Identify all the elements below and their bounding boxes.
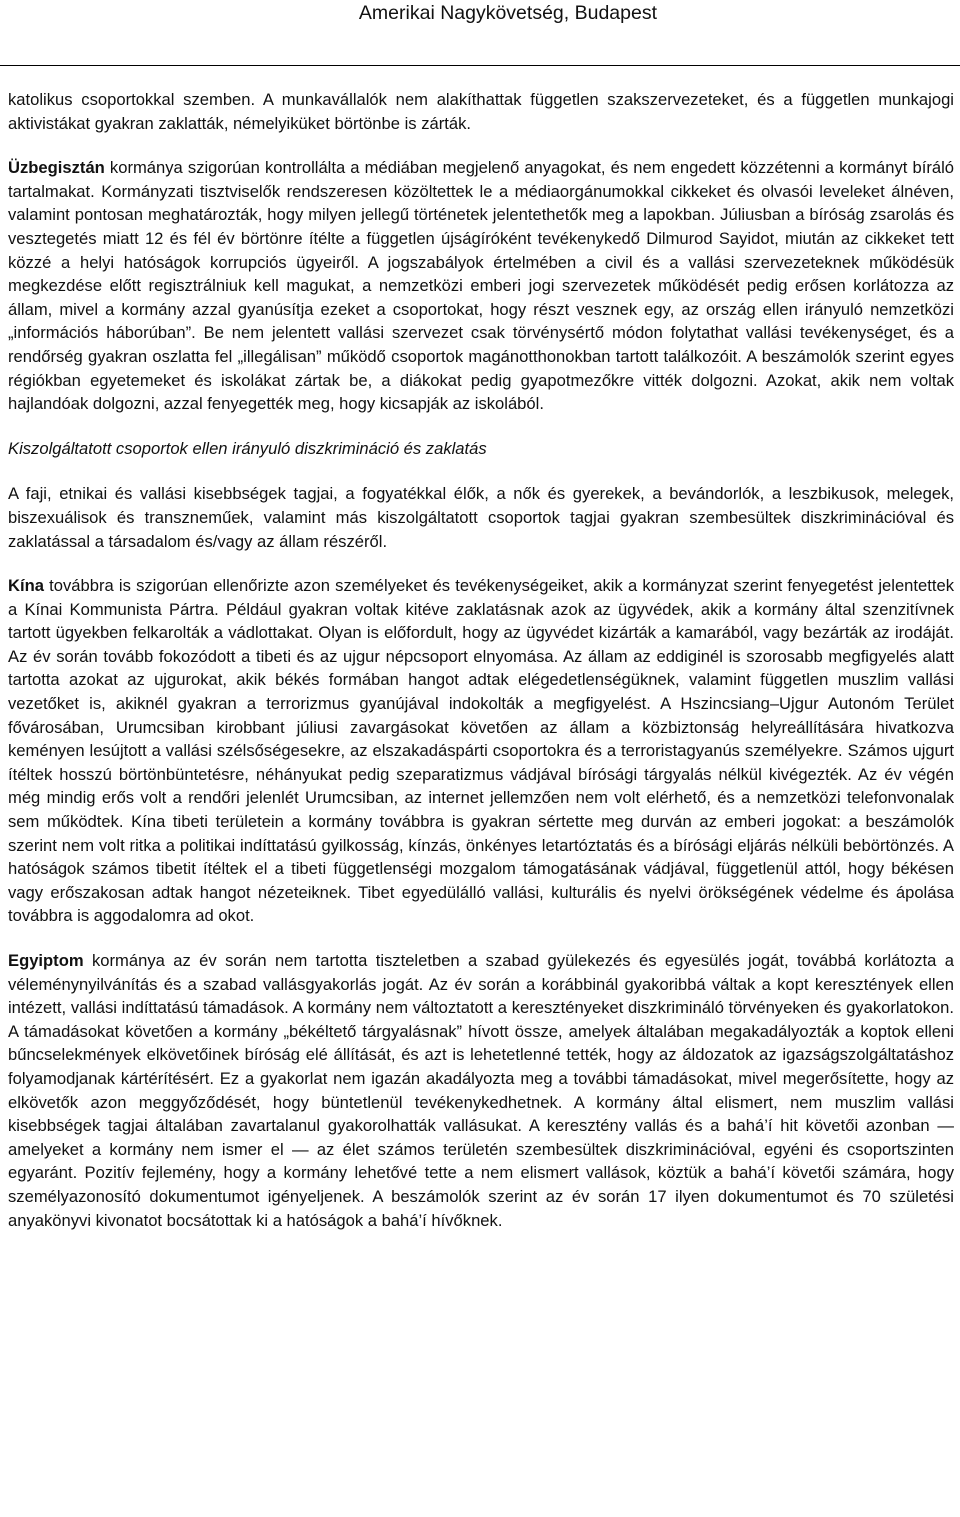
- header-divider: [0, 65, 960, 66]
- section-heading: Kiszolgáltatott csoportok ellen irányuló diszkrimináció és zaklatás: [8, 438, 487, 458]
- country-name-uzbekistan: Üzbegisztán: [8, 158, 105, 178]
- paragraph-china-text: továbbra is szigorúan ellenőrizte azon személyeket és tevékenységeiket, akik a kormányzat szerint fenyegetést jelentettek a Kínai Kommunista Pártra. Például gyakran voltak kitéve zaklatásnak azok az ügyvédek, akik a kormány által szenzitívnek tartott ügyekben felkarolták a vádlottakat. Olyan is előfordult, hogy az ügyvédet kizárták a kamarából, vagy bezárták az irodáját. Az év során tovább fokozódott a tibeti és az ujgur népcsoport elnyomása. Az állam az eddiginél is szorosabb megfigyelés alatt tartotta azokat az ujgurokat, akik békés formában hangot adtak elégedetlenségüknek, valamint független muszlim vallási vezetőket is, akiknél gyakran a terrorizmus gyanújával indokolták a megfigyelést. A Hszincsiang–Ujgur Autonóm Terület fővárosában, Urumcsiban kirobbant júliusi zavargásokat követően az állam a közbiztonság helyreállítására hivatkozva keményen lesújtott a vallási szélsőségesekre, az elszakadáspárti csoportokra és a terroristagyanús személyekre. Számos ujgurt ítéltek hosszú börtönbüntetésre, néhányukat pedig szeparatizmus vádjával bírósági tárgyalás nélkül kivégezték. Az év végén még mindig erős volt a rendőri jelenlét Urumcsiban, az internet jellemzően nem volt elérhető, és a nemzetközi telefonvonalak sem működtek. Kína tibeti területein a kormány továbbra is gyakran sértette meg durván az emberi jogokat: a beszámolók szerint nem volt ritka a politikai indíttatású gyilkosság, kínzás, önkényes letartóztatás és a bírósági eljárás nélküli bebörtönzés. A hatóságok számos tibetit ítéltek el a tibeti függetlenségi mozgalom támogatásának vádjával, függetlenül attól, hogy békésen vagy erőszakosan adtak hangot nézeteiknek. Tibet egyedülálló vallási, kulturális és nyelvi örökségének védelme és ápolása továbbra is aggodalomra ad okot.: [8, 576, 954, 926]
- paragraph-catholic-groups: katolikus csoportokkal szemben. A munkavállalók nem alakíthattak független szakszervezeteket, és a független munkajogi aktivistákat gyakran zaklatták, némelyiküket börtönbe is zárták.: [8, 90, 954, 133]
- paragraph-uzbekistan: [8, 156, 954, 416]
- country-name-china: Kína: [8, 576, 44, 596]
- country-name-egypt: Egyiptom: [8, 951, 84, 970]
- document-body: [8, 88, 954, 1232]
- paragraph-uzbekistan-text: kormánya szigorúan kontrollálta a médiában megjelenő anyagokat, és nem engedett közzétenni a kormányt bíráló tartalmakat. Kormányzati tisztviselők rendszeresen közöltettek le a médiaorgánumokkal cikkeket és olvasói leveleket álnéven, valamint pontosan meghatározták, hogy milyen jellegű történetek jelentethetők meg a lapokban. Júliusban a bíróság zsarolás és vesztegetés miatt 12 és fél év börtönre ítélte a független újságíróként tevékenykedő Dilmurod Sayidot, miután az cikkeket tett közzé a helyi hatóságok korrupciós ügyeiről. A jogszabályok értelmében a civil és a vallási szervezeteknek működésük megkezdése előtt regisztrálniuk kell magukat, a nemzetközi emberi jogi szervezetek működését pedig erősen korlátozza az állam, mivel a kormány azzal gyanúsítja ezeket a csoportokat, hogy részt vesznek egy, az ország ellen irányuló nemzetközi „információs háborúban”. Be nem jelentett vallási szervezet csak törvénysértő módon folytathat vallási tevékenységet, és a rendőrség gyakran oszlatta fel „illegálisan” működő csoportok magánotthonokban tartott találkozóit. A beszámolók szerint egyes régiókban egyetemeket és iskolákat zártak be, a diákokat pedig gyapotmezőkre vitték dolgozni. Azokat, akik nem voltak hajlandóak dolgozni, azzal fenyegették meg, hogy kicsapják az iskolából.: [8, 158, 954, 414]
- paragraph-egypt: [8, 949, 954, 1232]
- paragraph-china: [8, 574, 954, 928]
- paragraph-egypt-text: kormánya az év során nem tartotta tiszteletben a szabad gyülekezés és egyesülés jogát, továbbá korlátozta a véleménynyilvánítás és a szabad vallásgyakorlás jogát. Az év során a korábbinál gyakoribbá váltak a kopt keresztények ellen intézett, vallási indíttatású támadások. A kormány nem változtatott a keresztényeket diszkrimináló törvényeken és gyakorlatokon. A támadásokat követően a kormány „békéltető tárgyalásnak” hívott össze, amelyek általában megakadályozták a koptok elleni bűncselekmények elkövetőinek bíróság elé állítását, és azt is lehetetlenné tették, hogy az áldozatok az igazságszolgáltatáshoz folyamodjanak kártérítésért. Ez a gyakorlat nem igazán akadályozta meg a további támadásokat, mivel megerősítette, hogy az elkövetők azon meggyőződését, hogy büntetlenül tevékenykedhetnek. A kormány által elismert, nem muszlim vallási kisebbségek tagjai általában zavartalanul gyakorolhatták vallásukat. A keresztény vallás és a bahá’í hit követői azonban — amelyeket a kormány nem ismer el — az élet számos területén szembesültek diszkriminációval, egyéni és csoportszinten egyaránt. Pozitív fejlemény, hogy a kormány lehetővé tette a nem elismert vallások, köztük a bahá’í követői számára, hogy személyazonosító dokumentumot igényeljenek. A beszámolók szerint az év során 17 ilyen dokumentumot és 70 születési anyakönyvi kivonatot bocsátottak ki a hatóságok a bahá’í hívőknek.: [8, 951, 954, 1230]
- paragraph-vulnerable-groups: A faji, etnikai és vallási kisebbségek tagjai, a fogyatékkal élők, a nők és gyerekek, a bevándorlók, a leszbikusok, melegek, biszexuálisok és transzneműek, valamint más kiszolgáltatott csoportok tagjai gyakran szembesültek diszkriminációval és zaklatással a társadalom és/vagy az állam részéről.: [8, 484, 954, 551]
- page-header: [0, 0, 960, 66]
- header-title: Amerikai Nagykövetség, Budapest: [358, 2, 657, 24]
